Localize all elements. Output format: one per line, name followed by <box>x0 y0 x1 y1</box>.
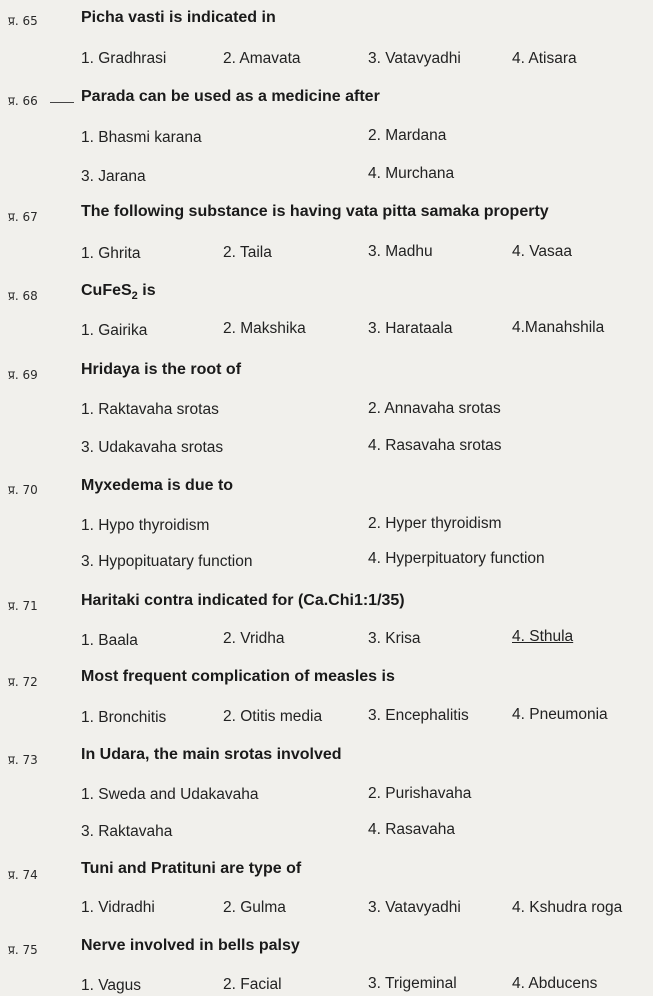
option: 1. Bhasmi karana <box>81 129 202 146</box>
question-number: प्र. 75 <box>8 943 38 957</box>
option: 1. Vagus <box>81 977 142 994</box>
question-number: प्र. 70 <box>8 483 38 497</box>
question-text: The following substance is having vata pitta samaka property <box>81 203 549 220</box>
question-text-tail: is <box>137 282 156 299</box>
question-number: प्र. 74 <box>8 868 38 882</box>
option: 3. Hypopituatary function <box>81 553 253 570</box>
option: 3. Vatavyadhi <box>368 50 461 67</box>
option: 2. Mardana <box>368 127 447 144</box>
option: 3. Udakavaha srotas <box>81 439 224 456</box>
option: 2. Gulma <box>223 899 286 916</box>
option: 1. Sweda and Udakavaha <box>81 786 259 803</box>
option: 4. Atisara <box>512 50 577 67</box>
question-number: प्र. 72 <box>8 675 38 689</box>
question-text: Myxedema is due to <box>81 477 234 494</box>
option: 4. Murchana <box>368 165 455 182</box>
question-number: प्र. 69 <box>8 368 38 382</box>
option: 1. Vidradhi <box>81 899 155 916</box>
option: 2. Amavata <box>223 50 301 67</box>
option: 4. Pneumonia <box>512 706 608 723</box>
question-text: Parada can be used as a medicine after <box>81 88 380 105</box>
option: 4.Manahshila <box>512 319 605 336</box>
stray-mark <box>50 102 74 103</box>
question-number: प्र. 65 <box>8 14 38 28</box>
option: 3. Vatavyadhi <box>368 899 461 916</box>
option: 4. Hyperpituatory function <box>368 550 545 567</box>
option: 3. Harataala <box>368 320 453 337</box>
formula-subscript: 2 <box>131 290 138 303</box>
question-text: Picha vasti is indicated in <box>81 9 276 26</box>
question-number: प्र. 66 <box>8 94 38 108</box>
option: 4. Sthula <box>512 628 574 645</box>
option: 2. Annavaha srotas <box>368 400 501 417</box>
option: 4. Abducens <box>512 975 598 992</box>
option: 2. Facial <box>223 976 282 993</box>
option: 1. Ghrita <box>81 245 141 262</box>
option: 2. Otitis media <box>223 708 323 725</box>
option: 2. Vridha <box>223 630 285 647</box>
question-number: प्र. 68 <box>8 289 38 303</box>
option: 1. Hypo thyroidism <box>81 517 210 534</box>
option: 4. Vasaa <box>512 243 573 260</box>
question-text <box>81 282 156 302</box>
option: 2. Makshika <box>223 320 306 337</box>
option: 1. Gradhrasi <box>81 50 167 67</box>
question-text: In Udara, the main srotas involved <box>81 746 342 763</box>
option: 3. Madhu <box>368 243 433 260</box>
question-number: प्र. 71 <box>8 599 38 613</box>
option: 3. Krisa <box>368 630 421 647</box>
option: 1. Bronchitis <box>81 709 167 726</box>
option: 2. Taila <box>223 244 272 261</box>
question-text: Most frequent complication of measles is <box>81 668 395 685</box>
option: 3. Jarana <box>81 168 146 185</box>
option: 3. Raktavaha <box>81 823 173 840</box>
option: 4. Rasavaha <box>368 821 456 838</box>
question-text: Tuni and Pratituni are type of <box>81 860 302 877</box>
question-text: Nerve involved in bells palsy <box>81 937 300 954</box>
option: 3. Encephalitis <box>368 707 469 724</box>
option: 2. Hyper thyroidism <box>368 515 502 532</box>
option: 4. Kshudra roga <box>512 899 623 916</box>
question-text: Hridaya is the root of <box>81 361 242 378</box>
option: 1. Gairika <box>81 322 148 339</box>
formula: CuFeS <box>81 282 132 299</box>
question-text: Haritaki contra indicated for (Ca.Chi1:1/35) <box>81 592 405 609</box>
question-number: प्र. 67 <box>8 210 38 224</box>
option: 4. Rasavaha srotas <box>368 437 502 454</box>
question-number: प्र. 73 <box>8 753 38 767</box>
option: 1. Baala <box>81 632 138 649</box>
option: 1. Raktavaha srotas <box>81 401 219 418</box>
option: 2. Purishavaha <box>368 785 472 802</box>
option: 3. Trigeminal <box>368 975 457 992</box>
